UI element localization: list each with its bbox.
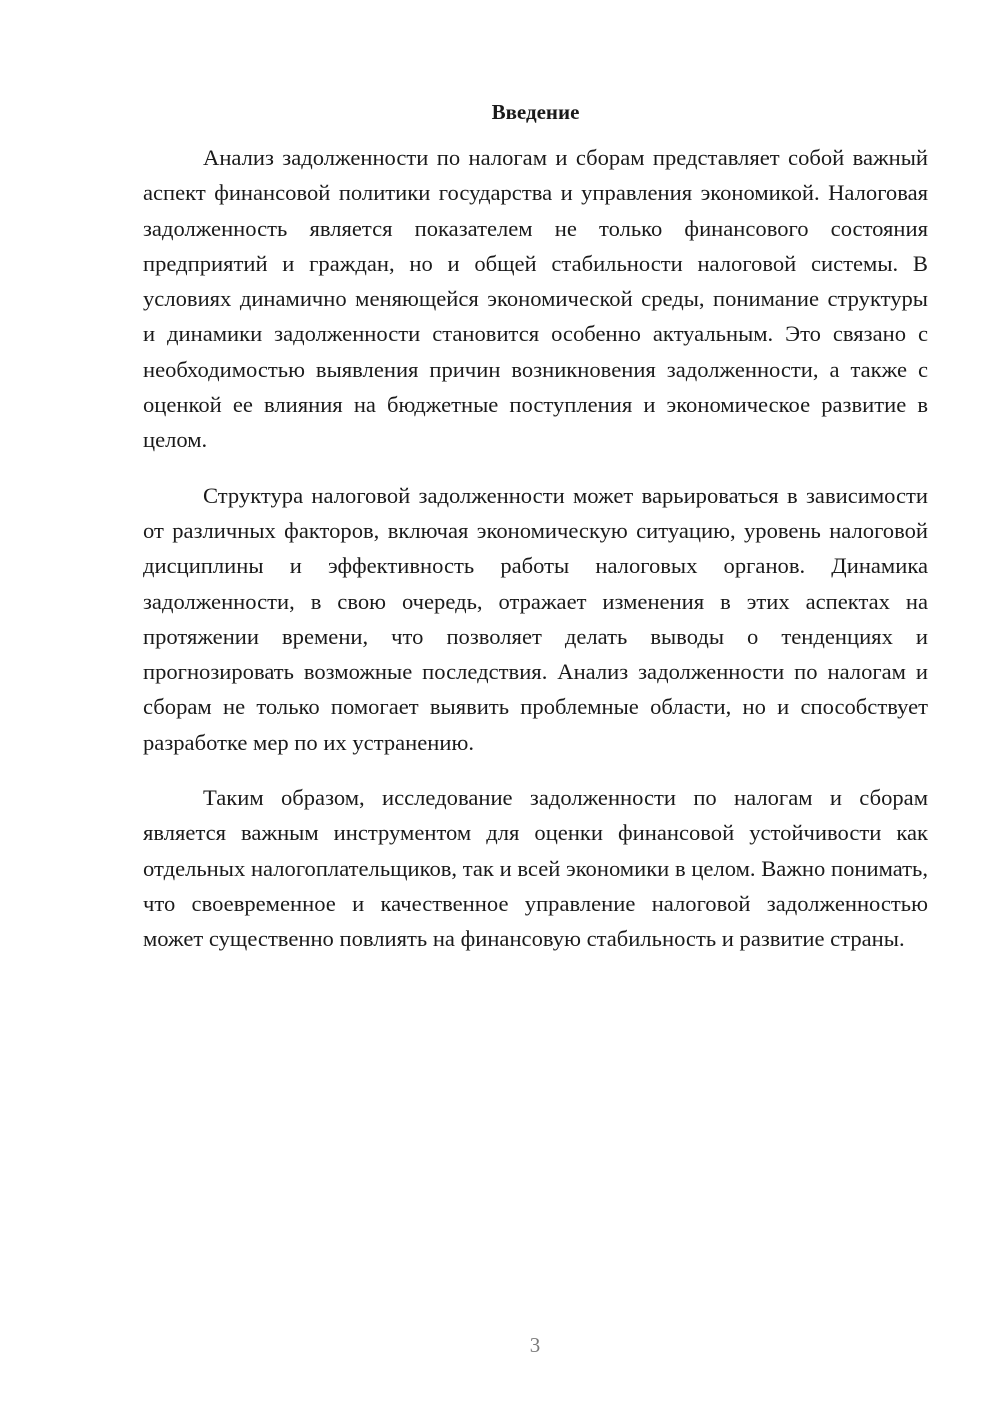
page-number: 3 — [529, 1333, 541, 1357]
paragraph: Анализ задолженности по налогам и сборам представляет собой важный аспект финансовой политики государства и управления экономикой. Налоговая задолженность является показателем не только финансового состояния предприятий и граждан, но и общей стабильности налоговой системы. В условиях динамично меняющейся экономической среды, понимание структуры и динамики задолженности становится особенно актуальным. Это связано с необходимостью выявления причин возникновения задолженности, а также с оценкой ее влияния на бюджетные поступления и экономическое развитие в целом. — [143, 145, 928, 453]
paragraph: Таким образом, исследование задолженности по налогам и сборам является важным инструментом для оценки финансовой устойчивости как отдельных налогоплательщиков, так и всей экономики в целом. Важно понимать, что своевременное и качественное управление налоговой задолженностью может существенно повлиять на финансовую стабильность и развитие страны. — [143, 785, 928, 952]
page-content — [143, 97, 928, 977]
paragraph: Структура налоговой задолженности может варьироваться в зависимости от различных факторов, включая экономическую ситуацию, уровень налоговой дисциплины и эффективность работы налоговых органов. Динамика задолженности, в свою очередь, отражает изменения в этих аспектах на протяжении времени, что позволяет делать выводы о тенденциях и прогнозировать возможные последствия. Анализ задолженности по налогам и сборам не только помогает выявить проблемные области, но и способствует разработке мер по их устранению. — [143, 482, 928, 755]
section-heading: Введение — [491, 100, 580, 124]
